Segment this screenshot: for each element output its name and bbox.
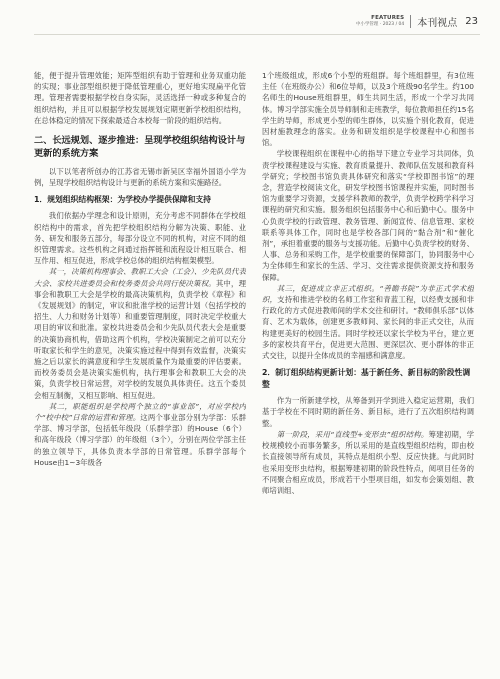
header-divider bbox=[410, 15, 411, 28]
paragraph-body: 支持和推进学校的名师工作室和青蓝工程，以经费支援和非行政化的方式促进教师间的学术交往和研讨。“教师俱乐部”以体育、艺术为载体，创建更多教师间、家长间的非正式交往，从而构建更美好的校园生活。同时学校还以家长学校为平台，建立更多的家校共育平台，促进更大范围、更深层次、更小群体的非正式交往，以提升全体成员的幸福感和满意度。 bbox=[262, 295, 474, 361]
issue-label: 中小学管理 · 2023 / 04 bbox=[355, 22, 405, 27]
paragraph: 能，便于提升管理效能；矩阵型组织有助于管理和业务双重功能的实现；事业部型组织便于降低管理重心，更好地实现扁平化管理。管理者需要根据学校自身实际，灵活选择一种或多种复合的组织结构，并且可以根据学校发展规划定期更新学校组织结构，在总体稳定的情况下探索最适合本校每一阶段的组织结构。 bbox=[34, 71, 246, 125]
magazine-label bbox=[356, 16, 404, 28]
left-column bbox=[34, 70, 246, 468]
right-column bbox=[262, 70, 474, 496]
paragraph bbox=[34, 266, 246, 400]
lead-sentence: 第一阶段，采用“直线型+变形虫”组织结构。 bbox=[276, 429, 429, 439]
paragraph: 以下以笔者所创办的江苏省无锡市新吴区幸福外国语小学为例，呈现学校组织结构设计与更新的系统方案和实施路径。 bbox=[34, 167, 246, 188]
paragraph: 我们依据办学理念和设计原则，充分考虑不同群体在学校组织结构中的需求，首先把学校组织结构分解为决策、职能、业务、研发和服务五部分，每部分设立不同的机构，对应不同的组织管理需求。这些机构之间通过指挥链和流程设计相互联合、相互作用、相互促进，形成学校总体的组织结构框架模型。 bbox=[34, 211, 246, 266]
paragraph-body: 筹建初期，学校规模较小而事务繁多，所以采用的是直线型组织结构，即由校长直接领导所有成员，其特点是组织小型、反应快捷。与此同时也采用变形虫结构，根据筹建初期的阶段性特点，阅项目任务的不同聚合相应成员，形成若干小型项目组，如发布会策划组、教师培训组、 bbox=[262, 429, 474, 495]
subsection-heading: 1．规划组织结构框架：为学校办学提供保障和支持 bbox=[34, 195, 211, 205]
features-label: FEATURES bbox=[371, 14, 405, 21]
page-header bbox=[356, 14, 478, 29]
section-heading: 二、长远规划、逐步推进：呈现学校组织结构设计与更新的系统方案 bbox=[34, 135, 246, 160]
lead-sentence: 其二，职能组织是学校两个独立的“事业部”，对应学校内个“校中校”日常的运营和管理。 bbox=[34, 401, 246, 423]
paragraph: 学校课程组织在课程中心的指导下建立专业学习共同体，负责学校课程建设与实施、教育质量提升、教师队伍发展和教育科学研究；学校图书馆负责具体研究和落实“学校即图书馆”的理念，营造学校阅读文化，研发学校图书馆课程并实施，同时图书馆为重要学习资源，支援学科教师的教学，负责学校跨学科学习课程的研究和实施。服务组织包括服务中心和后勤中心。服务中心负责学校的行政管理、教务管理、新闻宣传、信息管理、家校联系等具体工作，同时也是学校各部门间的“黏合剂”和“催化剂”，承担着重要的服务与支援功能。后勤中心负责学校的财务、人事、总务和采购工作，是学校重要的保障部门，协同服务中心为全体师生和家长的生活、学习、交往需求提供资源支持和服务保障。 bbox=[262, 149, 474, 282]
paragraph bbox=[262, 429, 474, 496]
lead-sentence: 其三，促进成立非正式组织。“善瞻书院”为非正式学术组织， bbox=[262, 283, 474, 305]
paragraph-body: 其中，理事会和教职工大会是学校的最高决策机构，负责学校《章程》和《发展规划》的制定，审议和批准学校的运营计划（包括学校的招生、人力和财务计划等）和重要管理制度，同时决定学校重大项目的审议和批准。家校共进委员会和少先队员代表大会是重要的决策协商机构，借助这两个机构，学校决策制定之前可以充分听取家长和学生的意见，决策实施过程中得到有效监督，决策实施之后以家长的满意度和学生发展质量作为最重要的评估要素。而校务委员会是决策实施机构，执行理事会和教职工大会的决策，负责学校日常运营，对学校的发展负具体责任。这五个委员会相互制衡，又相互影响、相互促进。 bbox=[34, 278, 246, 400]
paragraph bbox=[262, 283, 474, 361]
section-title: 本刊视点 bbox=[417, 18, 458, 29]
header-rule bbox=[34, 34, 480, 35]
lead-sentence: 其一，决策机构理事会、教职工大会（工会）、少先队员代表大会、家校共进委员会和校务委员会共同行使决策权。 bbox=[34, 267, 246, 288]
page-number: 23 bbox=[465, 16, 478, 27]
subsection-heading: 2．制订组织结构更新计划：基于新任务、新目标的阶段性调整 bbox=[262, 368, 471, 390]
paragraph: 1个班级组成，形成6个小型的班组群。每个班组群里，有3位班主任（在班级办公）和6位导师，以及3个班级90名学生。约100名师生的House班组群里，师生共同生活，形成一个学习共同体。博习学部实施全员导师制和走班教学，每位教师担任约15名学生的导师，形成更小型的师生群体，以实施个别化教育，促进因材施教理念的落实。业务和研发组织是学校课程中心和图书馆。 bbox=[262, 71, 474, 148]
paragraph-body: 这两个事业部分别为学部：乐群学部、博习学部，包括低年级段（乐群学部）的House（6个）和高年级段（博习学部）的年级组（3个），分别在两位学部主任的独立领导下，具体负责本学部的日常管理。乐群学部每个House由1~3年级各 bbox=[34, 413, 246, 467]
paragraph: 作为一所新建学校，从筹备到开学到进入稳定运营期，我们基于学校在不同时期的新任务、新目标，进行了五次组织结构调整。 bbox=[262, 396, 474, 428]
paragraph bbox=[34, 401, 246, 468]
